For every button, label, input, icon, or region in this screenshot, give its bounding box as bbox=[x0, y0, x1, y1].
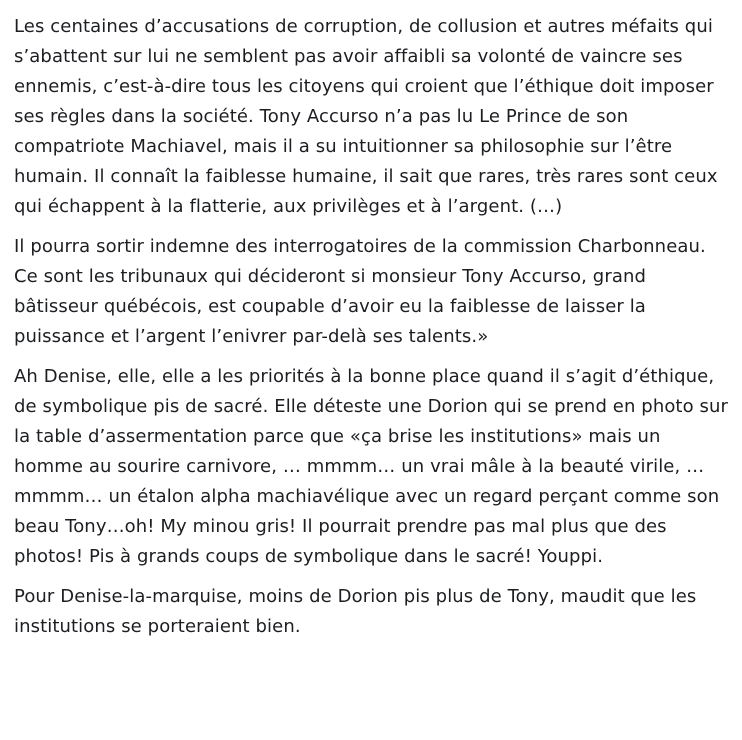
paragraph-4: Pour Denise-la-marquise, moins de Dorion pis plus de Tony, maudit que les institutions se porteraient bien. bbox=[14, 586, 697, 637]
paragraph-2: Il pourra sortir indemne des interrogatoires de la commission Charbonneau. Ce sont les tribunaux qui décideront si monsieur Tony Accurso, grand bâtisseur québécois, est coupable d’avoir eu la faiblesse de laisser la puissance et l’argent l’enivrer par-delà ses talents.» bbox=[14, 236, 706, 347]
paragraph-3: Ah Denise, elle, elle a les priorités à la bonne place quand il s’agit d’éthique, de symbolique pis de sacré. Elle déteste une Dorion qui se prend en photo sur la table d’assermentation parce que «ça brise les institutions» mais un homme au sourire carnivore, … mmmm… un vrai mâle à la beauté virile, …mmmm… un étalon alpha machiavélique avec un regard perçant comme son beau Tony…oh! My minou gris! Il pourrait prendre pas mal plus que des photos! Pis à grands coups de symbolique dans le sacré! Youppi. bbox=[14, 366, 729, 567]
paragraph-1: Les centaines d’accusations de corruption, de collusion et autres méfaits qui s’abattent sur lui ne semblent pas avoir affaibli sa volonté de vaincre ses ennemis, c’est-à-dire tous les citoyens qui croient que l’éthique doit imposer ses règles dans la société. Tony Accurso n’a pas lu Le Prince de son compatriote Machiavel, mais il a su intuitionner sa philosophie sur l’être humain. Il connaît la faiblesse humaine, il sait que rares, très rares sont ceux qui échappent à la flatterie, aux privilèges et à l’argent. (…) bbox=[14, 16, 718, 217]
